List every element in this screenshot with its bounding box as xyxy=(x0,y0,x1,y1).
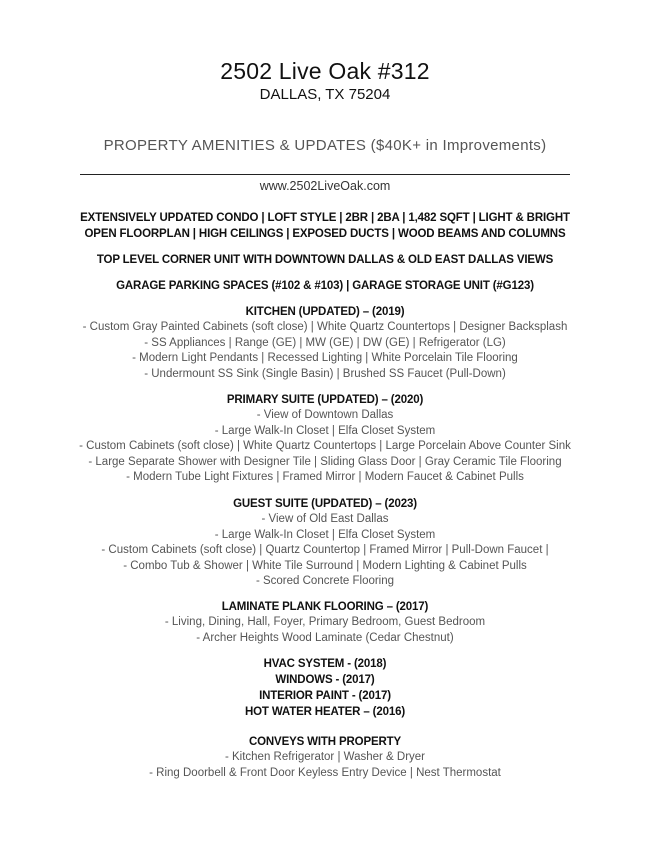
garage-line: GARAGE PARKING SPACES (#102 & #103) | GARAGE STORAGE UNIT (#G123) xyxy=(116,280,534,292)
corner-unit-block xyxy=(0,252,650,268)
guest-suite-section xyxy=(0,496,650,590)
primary-suite-item: - Large Walk-In Closet | Elfa Closet System xyxy=(214,424,436,437)
kitchen-item: - SS Appliances | Range (GE) | MW (GE) | DW (GE) | Refrigerator (LG) xyxy=(144,336,506,349)
conveys-item: - Ring Doorbell & Front Door Keyless Entry Device | Nest Thermostat xyxy=(149,766,501,779)
primary-suite-item: - Modern Tube Light Fixtures | Framed Mirror | Modern Faucet & Cabinet Pulls xyxy=(126,471,524,483)
system-line: HVAC SYSTEM - (2018) xyxy=(263,658,387,670)
conveys-item: - Kitchen Refrigerator | Washer & Dryer xyxy=(224,751,426,763)
flooring-item: - Archer Heights Wood Laminate (Cedar Chestnut) xyxy=(196,631,454,644)
system-line: HOT WATER HEATER – (2016) xyxy=(244,706,406,718)
conveys-heading: CONVEYS WITH PROPERTY xyxy=(248,736,402,748)
divider-rule xyxy=(80,174,570,175)
garage-block xyxy=(0,278,650,294)
guest-suite-item: - Custom Cabinets (soft close) | Quartz Countertop | Framed Mirror | Pull-Down Faucet | xyxy=(101,544,549,556)
system-line: WINDOWS - (2017) xyxy=(275,674,375,686)
kitchen-heading: KITCHEN (UPDATED) – (2019) xyxy=(245,306,405,318)
primary-suite-item: - Custom Cabinets (soft close) | White Quartz Countertops | Large Porcelain Above Counter Sink xyxy=(79,440,571,452)
primary-suite-item: - Large Separate Shower with Designer Tile | Sliding Glass Door | Gray Ceramic Tile Flooring xyxy=(88,455,562,468)
primary-suite-section xyxy=(0,392,650,486)
kitchen-item: - Custom Gray Painted Cabinets (soft close) | White Quartz Countertops | Designer Backsplash xyxy=(82,321,568,333)
website-link[interactable]: www.2502LiveOak.com xyxy=(259,179,391,193)
system-line: INTERIOR PAINT - (2017) xyxy=(259,690,391,702)
summary-line: EXTENSIVELY UPDATED CONDO | LOFT STYLE | 2BR | 2BA | 1,482 SQFT | LIGHT & BRIGHT xyxy=(80,212,570,224)
guest-suite-item: - Large Walk-In Closet | Elfa Closet System xyxy=(214,528,436,541)
kitchen-item: - Modern Light Pendants | Recessed Lighting | White Porcelain Tile Flooring xyxy=(132,352,518,364)
systems-section xyxy=(0,656,650,720)
flooring-heading: LAMINATE PLANK FLOORING – (2017) xyxy=(221,601,429,613)
conveys-section xyxy=(0,734,650,781)
corner-unit-line: TOP LEVEL CORNER UNIT WITH DOWNTOWN DALLAS & OLD EAST DALLAS VIEWS xyxy=(96,254,554,266)
kitchen-item: - Undermount SS Sink (Single Basin) | Brushed SS Faucet (Pull-Down) xyxy=(144,367,506,380)
amenities-heading: PROPERTY AMENITIES & UPDATES ($40K+ in Improvements) xyxy=(103,137,547,154)
kitchen-section xyxy=(0,304,650,382)
primary-suite-item: - View of Downtown Dallas xyxy=(256,409,394,421)
flooring-section xyxy=(0,599,650,646)
guest-suite-heading: GUEST SUITE (UPDATED) – (2023) xyxy=(233,498,417,510)
property-address: 2502 Live Oak #312 xyxy=(220,58,430,84)
guest-suite-item: - Scored Concrete Flooring xyxy=(255,575,395,587)
guest-suite-item: - View of Old East Dallas xyxy=(261,513,389,525)
summary-line: OPEN FLOORPLAN | HIGH CEILINGS | EXPOSED DUCTS | WOOD BEAMS AND COLUMNS xyxy=(84,228,566,240)
flooring-item: - Living, Dining, Hall, Foyer, Primary Bedroom, Guest Bedroom xyxy=(164,616,486,628)
summary-block xyxy=(0,210,650,242)
primary-suite-heading: PRIMARY SUITE (UPDATED) – (2020) xyxy=(226,394,424,406)
property-city: DALLAS, TX 75204 xyxy=(259,86,391,103)
guest-suite-item: - Combo Tub & Shower | White Tile Surround | Modern Lighting & Cabinet Pulls xyxy=(123,559,527,572)
